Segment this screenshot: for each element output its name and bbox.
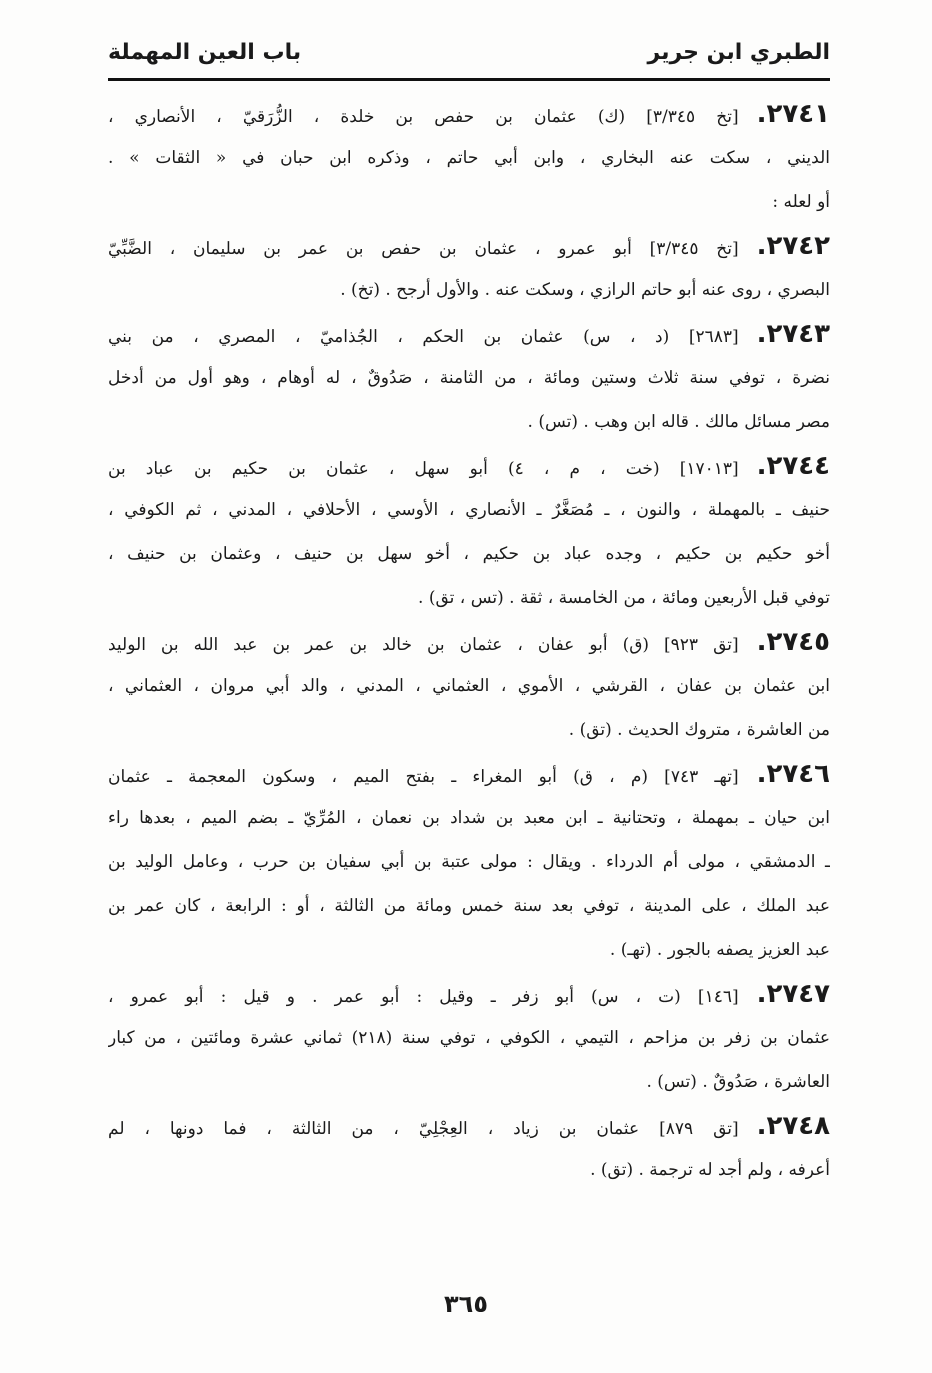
entry-line: عثمان بن زفر بن مزاحم ، التيمي ، الكوفي ، توفي سنة (٢١٨) ثماني عشرة ومائتين ، من كبار <box>108 1028 830 1048</box>
entry-line: عبد العزيز يصفه بالجور . (تهـ) . <box>609 940 830 960</box>
entry-text: [تهـ ٧٤٣] (م ، ق) أبو المغراء ـ بفتح الميم ، وسكون المعجمة ـ عثمان <box>108 767 739 787</box>
entry-line: الديني ، سكت عنه البخاري ، وابن أبي حاتم ، وذكره ابن حبان في « الثقات » . <box>108 148 830 168</box>
entry-line: حنيف ـ بالمهملة ، والنون ، ـ مُصَغَّرٌ ـ الأنصاري ، الأوسي ، الأحلافي ، المدني ، ثم الكوفي ، <box>108 500 830 520</box>
entry-number: ٢٧٤٦. <box>756 759 830 789</box>
header-author-title: الطبري ابن جرير <box>647 40 830 65</box>
entry-2741 <box>108 92 830 224</box>
entry-text: [١٧٠١٣] (خت ، م ، ٤) أبو سهل ، عثمان بن حكيم بن عباد بن <box>108 459 739 479</box>
entry-number: ٢٧٤٤. <box>756 451 830 481</box>
entry-2747 <box>108 972 830 1104</box>
entry-text: [١٤٦] (ت ، س) أبو زفر ـ وقيل : أبو عمر . و قيل : أبو عمرو ، <box>108 987 739 1007</box>
entry-line: ابن حيان ـ بمهملة ، وتحتانية ـ ابن معبد بن شداد بن نعمان ، المُرِّيّ ـ بضم الميم ، بعدها راء <box>108 808 830 828</box>
entry-text: [تق ٩٢٣] (ق) أبو عفان ، عثمان بن خالد بن عمر بن عبد الله بن الوليد <box>108 635 739 655</box>
entry-number: ٢٧٤١. <box>756 99 830 129</box>
entry-line <box>108 972 830 1016</box>
entry-line: عبد الملك ، على المدينة ، توفي بعد سنة خمس ومائة من الثالثة ، أو : الرابعة ، كان عمر بن <box>108 896 830 916</box>
header-divider <box>108 78 830 81</box>
header-chapter-title: باب العين المهملة <box>108 40 302 65</box>
entries-list <box>108 92 830 1192</box>
entry-line: من العاشرة ، متروك الحديث . (تق) . <box>568 720 830 740</box>
entry-line: البصري ، روى عنه أبو حاتم الرازي ، وسكت عنه . والأول أرجح . (تخ) . <box>340 280 830 300</box>
entry-2743 <box>108 312 830 444</box>
entry-line: توفي قبل الأربعين ومائة ، من الخامسة ، ثقة . (تس ، تق) . <box>418 588 830 608</box>
entry-number: ٢٧٤٢. <box>756 231 830 261</box>
entry-2745 <box>108 620 830 752</box>
entry-text: [تخ ٣/٣٤٥] أبو عمرو ، عثمان بن حفص بن عمر بن سليمان ، الضَّبِّيّ <box>108 239 739 259</box>
entry-2748 <box>108 1104 830 1192</box>
entry-number: ٢٧٤٣. <box>756 319 830 349</box>
entry-2744 <box>108 444 830 620</box>
entry-line: أو لعله : <box>772 192 830 212</box>
entry-line: ـ الدمشقي ، مولى أم الدرداء . ويقال : مولى عتبة بن أبي سفيان بن حرب ، وعامل الوليد بن <box>108 852 830 872</box>
entry-line: ابن عثمان بن عفان ، القرشي ، الأموي ، العثماني ، المدني ، والد أبي مروان ، العثماني ، <box>108 676 830 696</box>
page-number: ٣٦٥ <box>444 1290 488 1318</box>
running-header <box>108 32 830 80</box>
entry-line <box>108 752 830 796</box>
entry-2742 <box>108 224 830 312</box>
entry-text: [تخ ٣/٣٤٥] (ك) عثمان بن حفص بن خلدة ، الزُّرَقيّ ، الأنصاري ، <box>108 107 739 127</box>
entry-line: أخو حكيم بن حكيم ، وجده عباد بن حكيم ، أخو سهل بن حنيف ، وعثمان بن حنيف ، <box>108 544 830 564</box>
entry-line <box>108 444 830 488</box>
entry-number: ٢٧٤٧. <box>756 979 830 1009</box>
entry-line: العاشرة ، صَدُوقٌ . (تس) . <box>646 1072 830 1092</box>
entry-line <box>108 1104 830 1148</box>
entry-number: ٢٧٤٨. <box>756 1111 830 1141</box>
entry-line: مصر مسائل مالك . قاله ابن وهب . (تس) . <box>527 412 830 432</box>
entry-line <box>108 312 830 356</box>
entry-2746 <box>108 752 830 972</box>
entry-text: [٢٦٨٣] (د ، س) عثمان بن الحكم ، الجُذاميّ ، المصري ، من بني <box>108 327 739 347</box>
entry-text: [تق ٨٧٩] عثمان بن زياد ، العِجْلِيّ ، من الثالثة ، فما دونها ، لم <box>108 1119 739 1139</box>
entry-line <box>108 620 830 664</box>
entry-line <box>108 92 830 136</box>
entry-line <box>108 224 830 268</box>
entry-line: أعرفه ، ولم أجد له ترجمة . (تق) . <box>590 1160 830 1180</box>
entry-number: ٢٧٤٥. <box>756 627 830 657</box>
entry-line: نضرة ، توفي سنة ثلاث وستين ومائة ، من الثامنة ، صَدُوقٌ ، له أوهام ، وهو أول من أدخل <box>108 368 830 388</box>
